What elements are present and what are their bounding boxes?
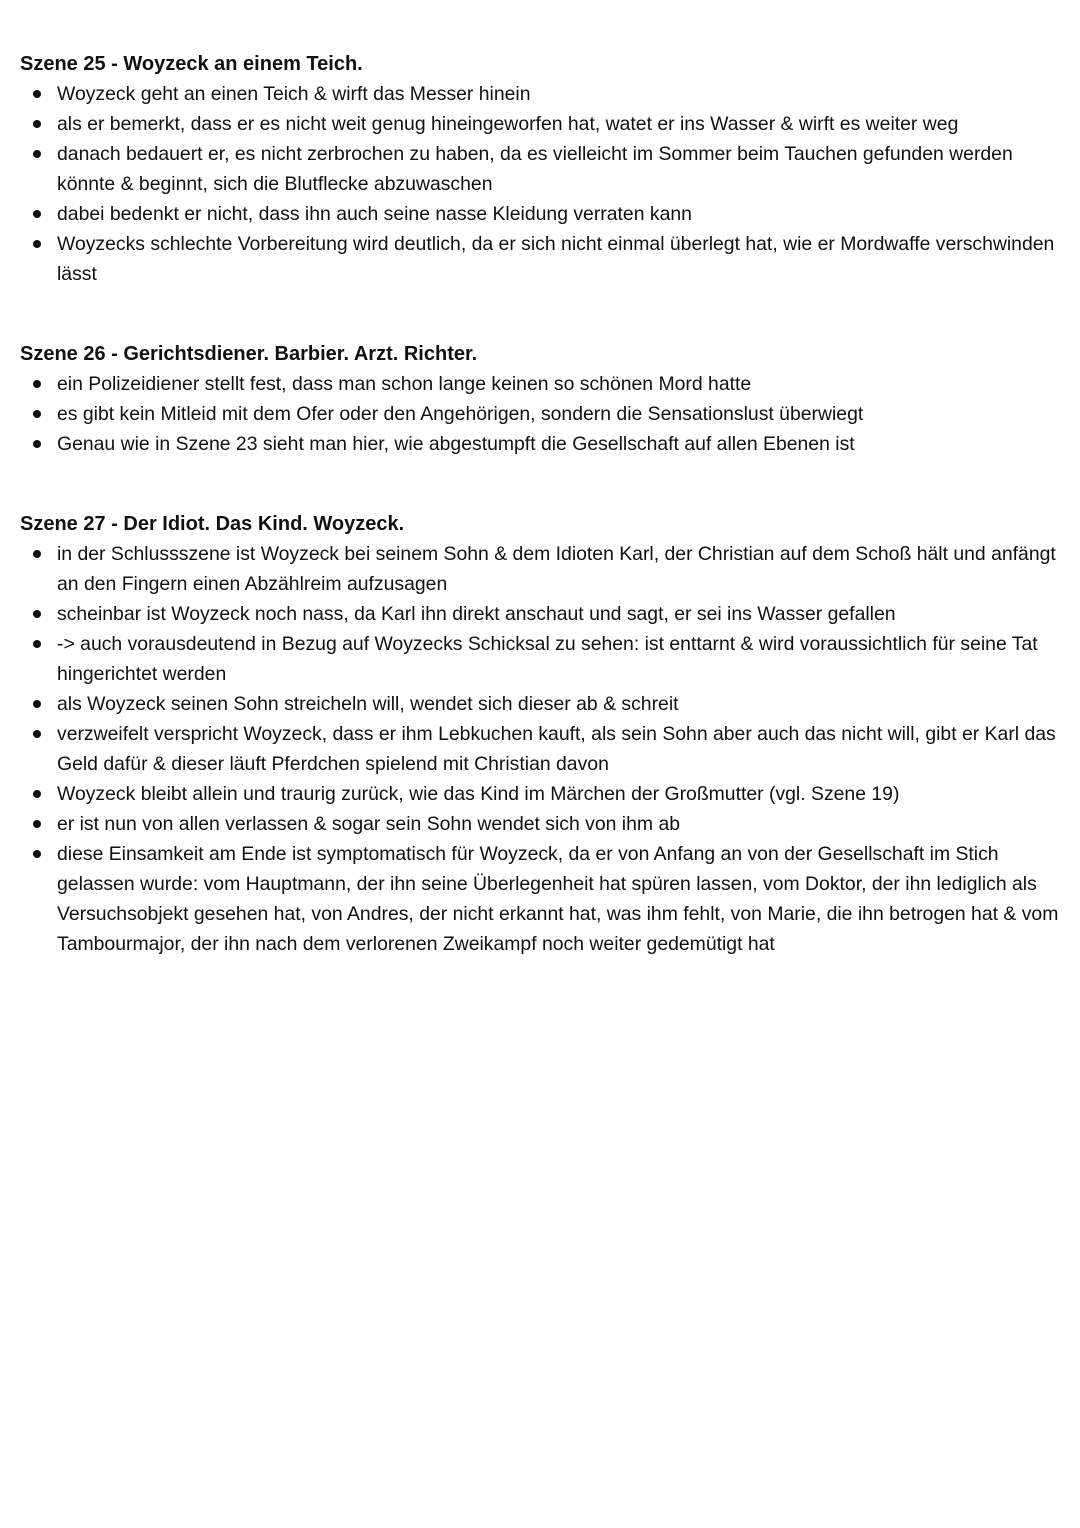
bullet-icon [33, 410, 41, 418]
bullet-icon [33, 550, 41, 558]
bullet-item [20, 629, 1060, 689]
bullet-item [20, 79, 1060, 109]
bullet-icon [33, 790, 41, 798]
bullet-text: als Woyzeck seinen Sohn streicheln will, wendet sich dieser ab & schreit [57, 693, 679, 715]
bullet-icon [33, 440, 41, 448]
bullet-icon [33, 820, 41, 828]
bullet-text: Woyzeck geht an einen Teich & wirft das Messer hinein [57, 83, 531, 105]
bullet-item [20, 839, 1060, 959]
bullet-text: ein Polizeidiener stellt fest, dass man schon lange keinen so schönen Mord hatte [57, 373, 752, 395]
bullet-icon [33, 700, 41, 708]
scene-26-section [20, 339, 1060, 459]
bullet-list [20, 79, 1060, 289]
bullet-text: diese Einsamkeit am Ende ist symptomatisch für Woyzeck, da er von Anfang an von der Gesellschaft im Stich gelassen wurde: vom Hauptmann, der ihn seine Überlegenheit hat spüren lassen, vom Doktor, der ihn lediglich als Versuchsobjekt gesehen hat, von Andres, der nicht erkannt hat, was ihm fehlt, von Marie, die ihn betrogen hat & vom Tambourmajor, der ihn nach dem verlorenen Zweikampf noch weiter gedemütigt hat [57, 843, 1059, 955]
bullet-icon [33, 850, 41, 858]
bullet-text: Genau wie in Szene 23 sieht man hier, wie abgestumpft die Gesellschaft auf allen Ebenen ist [57, 433, 855, 455]
bullet-icon [33, 730, 41, 738]
bullet-item [20, 719, 1060, 779]
scene-heading: Szene 27 - Der Idiot. Das Kind. Woyzeck. [20, 513, 405, 535]
bullet-item [20, 429, 1060, 459]
scene-25-section [20, 49, 1060, 289]
bullet-list [20, 539, 1060, 959]
bullet-text: er ist nun von allen verlassen & sogar sein Sohn wendet sich von ihm ab [57, 813, 681, 835]
bullet-text: Woyzeck bleibt allein und traurig zurück, wie das Kind im Märchen der Großmutter (vgl. Szene 19) [57, 783, 900, 805]
bullet-item [20, 229, 1060, 289]
bullet-text: scheinbar ist Woyzeck noch nass, da Karl ihn direkt anschaut und sagt, er sei ins Wasser gefallen [57, 603, 896, 625]
bullet-icon [33, 210, 41, 218]
scene-27-section [20, 509, 1060, 959]
bullet-icon [33, 240, 41, 248]
bullet-text: danach bedauert er, es nicht zerbrochen zu haben, da es vielleicht im Sommer beim Tauchen gefunden werden könnte & beginnt, sich die Blutflecke abzuwaschen [57, 143, 1013, 195]
bullet-text: verzweifelt verspricht Woyzeck, dass er ihm Lebkuchen kauft, als sein Sohn aber auch das nicht will, gibt er Karl das Geld dafür & dieser läuft Pferdchen spielend mit Christian davon [57, 723, 1056, 775]
bullet-text: es gibt kein Mitleid mit dem Ofer oder den Angehörigen, sondern die Sensationslust überwiegt [57, 403, 864, 425]
bullet-item [20, 539, 1060, 599]
bullet-icon [33, 120, 41, 128]
bullet-list [20, 369, 1060, 459]
bullet-item [20, 109, 1060, 139]
bullet-text: dabei bedenkt er nicht, dass ihn auch seine nasse Kleidung verraten kann [57, 203, 692, 225]
bullet-icon [33, 90, 41, 98]
bullet-icon [33, 640, 41, 648]
bullet-item [20, 399, 1060, 429]
bullet-item [20, 809, 1060, 839]
bullet-item [20, 139, 1060, 199]
scene-heading: Szene 25 - Woyzeck an einem Teich. [20, 53, 363, 75]
bullet-text: Woyzecks schlechte Vorbereitung wird deutlich, da er sich nicht einmal überlegt hat, wie er Mordwaffe verschwinden lässt [57, 233, 1055, 285]
bullet-item [20, 199, 1060, 229]
bullet-item [20, 779, 1060, 809]
notes-content [20, 49, 1060, 959]
bullet-item [20, 599, 1060, 629]
bullet-text: -> auch vorausdeutend in Bezug auf Woyzecks Schicksal zu sehen: ist enttarnt & wird voraussichtlich für seine Tat hingerichtet werden [57, 633, 1038, 685]
bullet-item [20, 369, 1060, 399]
bullet-item [20, 689, 1060, 719]
bullet-icon [33, 610, 41, 618]
bullet-icon [33, 380, 41, 388]
bullet-text: in der Schlussszene ist Woyzeck bei seinem Sohn & dem Idioten Karl, der Christian auf dem Schoß hält und anfängt an den Fingern einen Abzählreim aufzusagen [57, 543, 1056, 595]
bullet-icon [33, 150, 41, 158]
bullet-text: als er bemerkt, dass er es nicht weit genug hineingeworfen hat, watet er ins Wasser & wirft es weiter weg [57, 113, 959, 135]
scene-heading: Szene 26 - Gerichtsdiener. Barbier. Arzt. Richter. [20, 343, 478, 365]
